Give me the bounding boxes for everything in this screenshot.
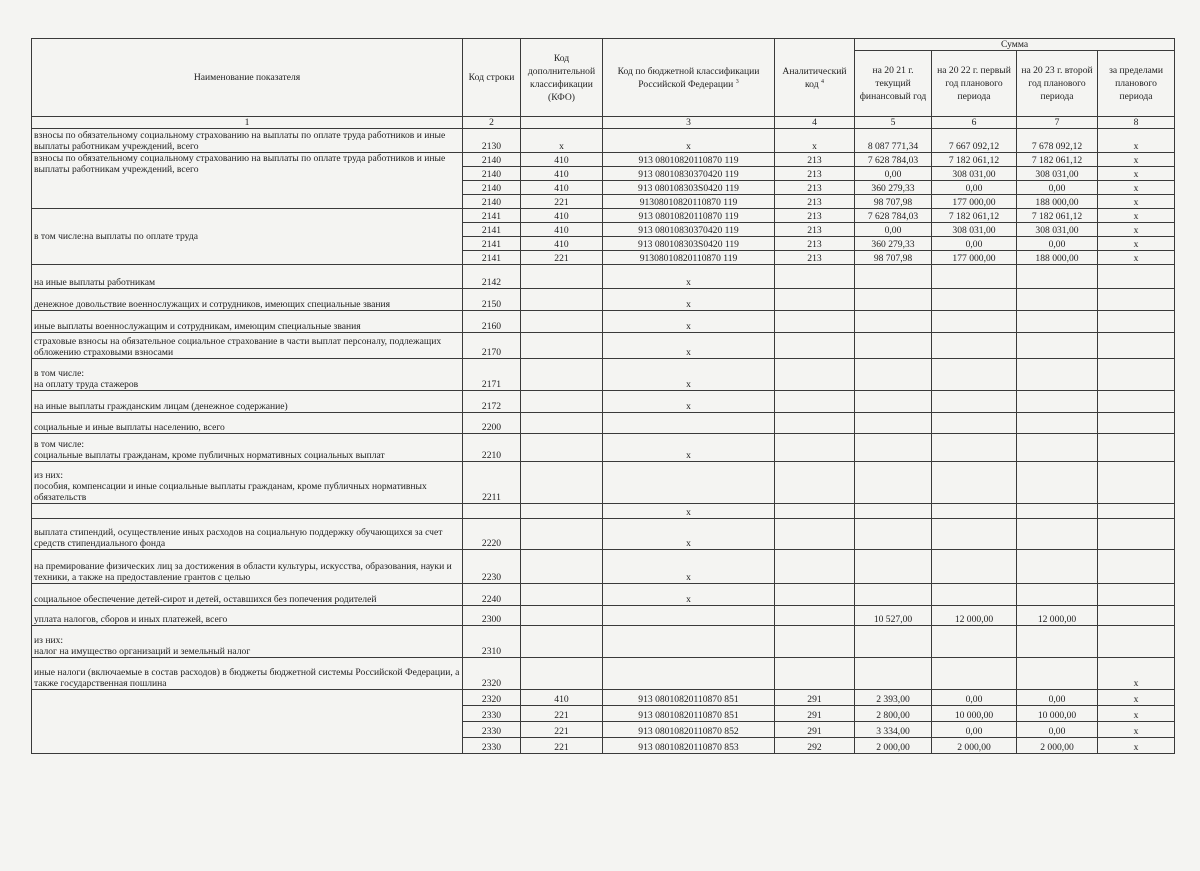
sum-year-2: 308 031,00 xyxy=(932,167,1017,181)
kfo-code xyxy=(521,413,603,434)
indicator-name: из них: налог на имущество организаций и земельный налог xyxy=(32,626,463,658)
sum-beyond xyxy=(1098,504,1175,519)
sum-year-3: 308 031,00 xyxy=(1017,167,1098,181)
row-code: 2160 xyxy=(463,311,521,333)
kbk-code: 913 08010830370420 119 xyxy=(603,167,775,181)
sum-year-2: 0,00 xyxy=(932,690,1017,706)
sum-year-1 xyxy=(855,462,932,504)
analytic-code xyxy=(775,434,855,462)
kbk-code: 913 080108303S0420 119 xyxy=(603,237,775,251)
kfo-code: 410 xyxy=(521,209,603,223)
kbk-code: 913 08010830370420 119 xyxy=(603,223,775,237)
row-code: 2140 xyxy=(463,195,521,209)
col-number: 4 xyxy=(775,117,855,129)
sum-beyond: x xyxy=(1098,195,1175,209)
header-analytic xyxy=(775,39,855,117)
table-row xyxy=(32,519,1175,550)
indicator-name: уплата налогов, сборов и иных платежей, всего xyxy=(32,606,463,626)
sum-year-3 xyxy=(1017,519,1098,550)
row-code: 2141 xyxy=(463,237,521,251)
sum-beyond: x xyxy=(1098,209,1175,223)
sum-beyond: x xyxy=(1098,738,1175,754)
sum-year-1: 2 800,00 xyxy=(855,706,932,722)
analytic-code xyxy=(775,519,855,550)
analytic-code xyxy=(775,462,855,504)
table-row xyxy=(32,209,1175,223)
sum-year-1: 360 279,33 xyxy=(855,181,932,195)
row-code: 2150 xyxy=(463,289,521,311)
sum-beyond: x xyxy=(1098,658,1175,690)
header-sum: Сумма xyxy=(855,39,1175,51)
sum-year-2: 7 667 092,12 xyxy=(932,129,1017,153)
sum-year-2 xyxy=(932,265,1017,289)
sum-year-2 xyxy=(932,626,1017,658)
row-code: 2140 xyxy=(463,153,521,167)
sum-year-3: 0,00 xyxy=(1017,181,1098,195)
kbk-code: 913 08010820110870 852 xyxy=(603,722,775,738)
indicator-name: в том числе: на оплату труда стажеров xyxy=(32,359,463,391)
indicator-name: на иные выплаты работникам xyxy=(32,265,463,289)
indicator-name: социальное обеспечение детей-сирот и детей, оставшихся без попечения родителей xyxy=(32,584,463,606)
kfo-code: 221 xyxy=(521,738,603,754)
sum-year-2 xyxy=(932,391,1017,413)
kfo-code: 221 xyxy=(521,251,603,265)
sum-beyond: x xyxy=(1098,129,1175,153)
header-kbk xyxy=(603,39,775,117)
analytic-code xyxy=(775,606,855,626)
sum-year-1: 2 393,00 xyxy=(855,690,932,706)
sum-year-3 xyxy=(1017,391,1098,413)
kbk-code: x xyxy=(603,333,775,359)
row-code: 2130 xyxy=(463,129,521,153)
col-number: 8 xyxy=(1098,117,1175,129)
header-year-1: на 20 21 г. текущий финансовый год xyxy=(855,51,932,117)
sum-year-3 xyxy=(1017,359,1098,391)
col-number: 2 xyxy=(463,117,521,129)
table-row xyxy=(32,504,1175,519)
sum-year-1 xyxy=(855,504,932,519)
indicator-name: взносы по обязательному социальному страхованию на выплаты по оплате труда работников и иные выплаты работникам учреждений, всего xyxy=(32,153,463,209)
sum-year-1: 2 000,00 xyxy=(855,738,932,754)
col-number: 1 xyxy=(32,117,463,129)
row-code: 2140 xyxy=(463,167,521,181)
sum-year-3: 2 000,00 xyxy=(1017,738,1098,754)
sum-beyond xyxy=(1098,359,1175,391)
kfo-code: 410 xyxy=(521,153,603,167)
row-code: 2211 xyxy=(463,462,521,504)
sum-year-1 xyxy=(855,434,932,462)
indicator-name: на иные выплаты гражданским лицам (денежное содержание) xyxy=(32,391,463,413)
indicator-name: денежное довольствие военнослужащих и сотрудников, имеющих специальные звания xyxy=(32,289,463,311)
kfo-code: 221 xyxy=(521,706,603,722)
kfo-code xyxy=(521,626,603,658)
analytic-code: 213 xyxy=(775,237,855,251)
kfo-code xyxy=(521,606,603,626)
kfo-code: 410 xyxy=(521,690,603,706)
kbk-code: 91308010820110870 119 xyxy=(603,195,775,209)
table-body xyxy=(32,129,1175,754)
analytic-code xyxy=(775,333,855,359)
sum-year-2 xyxy=(932,584,1017,606)
budget-plan-sheet xyxy=(31,38,1174,754)
table-row xyxy=(32,434,1175,462)
sum-beyond: x xyxy=(1098,706,1175,722)
kbk-code: x xyxy=(603,584,775,606)
sum-year-2 xyxy=(932,434,1017,462)
kbk-code: x xyxy=(603,504,775,519)
sum-year-1: 7 628 784,03 xyxy=(855,153,932,167)
sum-year-1 xyxy=(855,626,932,658)
sum-year-1: 7 628 784,03 xyxy=(855,209,932,223)
sum-year-3 xyxy=(1017,434,1098,462)
sum-beyond xyxy=(1098,550,1175,584)
kbk-code xyxy=(603,413,775,434)
header-row-code: Код строки xyxy=(463,39,521,117)
kfo-code xyxy=(521,550,603,584)
sum-year-1 xyxy=(855,584,932,606)
sum-beyond xyxy=(1098,584,1175,606)
indicator-name: взносы по обязательному социальному страхованию на выплаты по оплате труда работников и иные выплаты работникам учреждений, всего xyxy=(32,129,463,153)
row-code xyxy=(463,504,521,519)
row-code: 2330 xyxy=(463,722,521,738)
budget-table xyxy=(31,38,1175,754)
row-code: 2171 xyxy=(463,359,521,391)
sum-year-1: 98 707,98 xyxy=(855,251,932,265)
sum-year-2: 12 000,00 xyxy=(932,606,1017,626)
row-code: 2141 xyxy=(463,223,521,237)
sum-year-2: 10 000,00 xyxy=(932,706,1017,722)
sum-year-3: 10 000,00 xyxy=(1017,706,1098,722)
sum-year-1 xyxy=(855,658,932,690)
kfo-code xyxy=(521,434,603,462)
row-code: 2230 xyxy=(463,550,521,584)
kbk-code: 913 080108303S0420 119 xyxy=(603,181,775,195)
header-kfo: Код дополнительной классификации (КФО) xyxy=(521,39,603,117)
row-code: 2320 xyxy=(463,658,521,690)
analytic-code: 213 xyxy=(775,181,855,195)
sum-year-3: 7 182 061,12 xyxy=(1017,153,1098,167)
row-code: 2330 xyxy=(463,738,521,754)
analytic-code: 291 xyxy=(775,706,855,722)
table-row xyxy=(32,333,1175,359)
analytic-code xyxy=(775,504,855,519)
table-row xyxy=(32,359,1175,391)
kbk-code: x xyxy=(603,434,775,462)
sum-beyond: x xyxy=(1098,251,1175,265)
row-code: 2170 xyxy=(463,333,521,359)
table-row xyxy=(32,311,1175,333)
sum-year-1: 3 334,00 xyxy=(855,722,932,738)
row-code: 2200 xyxy=(463,413,521,434)
kbk-code xyxy=(603,658,775,690)
analytic-code xyxy=(775,359,855,391)
sum-beyond: x xyxy=(1098,181,1175,195)
table-row xyxy=(32,289,1175,311)
sum-year-3 xyxy=(1017,658,1098,690)
table-row xyxy=(32,690,1175,706)
sum-year-3 xyxy=(1017,626,1098,658)
kfo-code xyxy=(521,359,603,391)
table-row xyxy=(32,584,1175,606)
kfo-code: x xyxy=(521,129,603,153)
indicator-name: социальные и иные выплаты населению, всего xyxy=(32,413,463,434)
indicator-name xyxy=(32,504,463,519)
sum-beyond: x xyxy=(1098,690,1175,706)
sum-beyond xyxy=(1098,311,1175,333)
sum-beyond xyxy=(1098,413,1175,434)
header-kbk-footnote: 3 xyxy=(735,78,739,85)
analytic-code xyxy=(775,550,855,584)
header-analytic-footnote: 4 xyxy=(820,78,824,85)
indicator-name: иные выплаты военнослужащим и сотрудникам, имеющим специальные звания xyxy=(32,311,463,333)
kfo-code: 410 xyxy=(521,223,603,237)
sum-beyond: x xyxy=(1098,722,1175,738)
sum-year-1 xyxy=(855,550,932,584)
kbk-code xyxy=(603,462,775,504)
header-year-3: на 20 23 г. второй год планового периода xyxy=(1017,51,1098,117)
sum-year-3 xyxy=(1017,413,1098,434)
sum-year-3 xyxy=(1017,584,1098,606)
indicator-name: на премирование физических лиц за достижения в области культуры, искусства, образования, науки и техники, а также на предоставление грантов с целью xyxy=(32,550,463,584)
indicator-name xyxy=(32,690,463,754)
kbk-code: x xyxy=(603,359,775,391)
sum-year-3: 308 031,00 xyxy=(1017,223,1098,237)
sum-year-3: 0,00 xyxy=(1017,690,1098,706)
row-code: 2140 xyxy=(463,181,521,195)
sum-year-1 xyxy=(855,359,932,391)
row-code: 2172 xyxy=(463,391,521,413)
sum-beyond: x xyxy=(1098,223,1175,237)
table-row xyxy=(32,606,1175,626)
sum-year-2: 7 182 061,12 xyxy=(932,209,1017,223)
sum-year-3: 7 182 061,12 xyxy=(1017,209,1098,223)
sum-beyond xyxy=(1098,333,1175,359)
analytic-code: 213 xyxy=(775,195,855,209)
sum-year-3: 0,00 xyxy=(1017,237,1098,251)
kfo-code xyxy=(521,658,603,690)
row-code: 2141 xyxy=(463,209,521,223)
sum-year-1: 98 707,98 xyxy=(855,195,932,209)
sum-year-1 xyxy=(855,333,932,359)
sum-year-3 xyxy=(1017,265,1098,289)
sum-year-2: 308 031,00 xyxy=(932,223,1017,237)
analytic-code: 291 xyxy=(775,722,855,738)
analytic-code: 213 xyxy=(775,209,855,223)
kbk-code: 913 08010820110870 851 xyxy=(603,706,775,722)
sum-year-2: 177 000,00 xyxy=(932,251,1017,265)
row-code: 2240 xyxy=(463,584,521,606)
analytic-code xyxy=(775,584,855,606)
analytic-code xyxy=(775,391,855,413)
col-number: 3 xyxy=(603,117,775,129)
kbk-code: x xyxy=(603,550,775,584)
analytic-code: x xyxy=(775,129,855,153)
sum-year-2: 0,00 xyxy=(932,237,1017,251)
kfo-code xyxy=(521,289,603,311)
sum-year-1 xyxy=(855,311,932,333)
sum-beyond: x xyxy=(1098,153,1175,167)
analytic-code: 213 xyxy=(775,251,855,265)
kbk-code: 913 08010820110870 119 xyxy=(603,153,775,167)
indicator-name: страховые взносы на обязательное социальное страхование в части выплат персоналу, подлежащих обложению страховыми взносами xyxy=(32,333,463,359)
analytic-code xyxy=(775,289,855,311)
sum-year-3: 0,00 xyxy=(1017,722,1098,738)
sum-year-1 xyxy=(855,289,932,311)
col-number xyxy=(521,117,603,129)
kbk-code: x xyxy=(603,265,775,289)
sum-year-1 xyxy=(855,265,932,289)
row-code: 2320 xyxy=(463,690,521,706)
table-row xyxy=(32,265,1175,289)
kfo-code: 410 xyxy=(521,237,603,251)
header-analytic-text: Аналитический код xyxy=(782,65,847,90)
kfo-code xyxy=(521,311,603,333)
table-row xyxy=(32,462,1175,504)
sum-year-2: 7 182 061,12 xyxy=(932,153,1017,167)
table-row xyxy=(32,550,1175,584)
col-number: 5 xyxy=(855,117,932,129)
row-code: 2210 xyxy=(463,434,521,462)
sum-beyond xyxy=(1098,606,1175,626)
sum-year-3 xyxy=(1017,550,1098,584)
column-numbers-row xyxy=(32,117,1175,129)
sum-year-3: 12 000,00 xyxy=(1017,606,1098,626)
kfo-code xyxy=(521,519,603,550)
sum-year-2: 0,00 xyxy=(932,722,1017,738)
sum-beyond xyxy=(1098,462,1175,504)
sum-year-1: 0,00 xyxy=(855,167,932,181)
header-beyond: за пределами планового периода xyxy=(1098,51,1175,117)
row-code: 2142 xyxy=(463,265,521,289)
sum-year-2 xyxy=(932,413,1017,434)
kbk-code xyxy=(603,626,775,658)
kfo-code xyxy=(521,504,603,519)
sum-year-2 xyxy=(932,550,1017,584)
indicator-name: выплата стипендий, осуществление иных расходов на социальную поддержку обучающихся за счет средств стипендиального фонда xyxy=(32,519,463,550)
sum-year-2: 177 000,00 xyxy=(932,195,1017,209)
sum-year-1: 10 527,00 xyxy=(855,606,932,626)
row-code: 2300 xyxy=(463,606,521,626)
analytic-code xyxy=(775,658,855,690)
header-kbk-text: Код по бюджетной классификации Российской Федерации xyxy=(617,65,760,90)
row-code: 2310 xyxy=(463,626,521,658)
kbk-code: 913 08010820110870 119 xyxy=(603,209,775,223)
sum-year-2 xyxy=(932,359,1017,391)
sum-year-3: 188 000,00 xyxy=(1017,251,1098,265)
sum-year-2 xyxy=(932,504,1017,519)
sum-year-1 xyxy=(855,391,932,413)
col-number: 6 xyxy=(932,117,1017,129)
sum-beyond xyxy=(1098,265,1175,289)
analytic-code: 292 xyxy=(775,738,855,754)
table-row xyxy=(32,658,1175,690)
sum-year-1 xyxy=(855,413,932,434)
sum-year-2 xyxy=(932,658,1017,690)
indicator-name: из них: пособия, компенсации и иные социальные выплаты гражданам, кроме публичных нормативных обязательств xyxy=(32,462,463,504)
analytic-code xyxy=(775,413,855,434)
kfo-code: 410 xyxy=(521,167,603,181)
kfo-code xyxy=(521,584,603,606)
analytic-code: 213 xyxy=(775,167,855,181)
sum-beyond xyxy=(1098,434,1175,462)
row-code: 2141 xyxy=(463,251,521,265)
table-row xyxy=(32,391,1175,413)
indicator-name: в том числе: социальные выплаты гражданам, кроме публичных нормативных социальных выплат xyxy=(32,434,463,462)
row-code: 2220 xyxy=(463,519,521,550)
kfo-code xyxy=(521,391,603,413)
row-code: 2330 xyxy=(463,706,521,722)
sum-beyond xyxy=(1098,626,1175,658)
analytic-code xyxy=(775,626,855,658)
sum-year-2: 0,00 xyxy=(932,181,1017,195)
kfo-code xyxy=(521,333,603,359)
sum-year-3: 188 000,00 xyxy=(1017,195,1098,209)
sum-year-3 xyxy=(1017,504,1098,519)
sum-year-3 xyxy=(1017,311,1098,333)
sum-year-3 xyxy=(1017,333,1098,359)
sum-year-2 xyxy=(932,462,1017,504)
kfo-code: 221 xyxy=(521,195,603,209)
indicator-name: в том числе:на выплаты по оплате труда xyxy=(32,209,463,265)
table-row xyxy=(32,626,1175,658)
sum-beyond xyxy=(1098,519,1175,550)
kbk-code: 913 08010820110870 851 xyxy=(603,690,775,706)
sum-year-2 xyxy=(932,519,1017,550)
kfo-code: 221 xyxy=(521,722,603,738)
kbk-code xyxy=(603,606,775,626)
kbk-code: x xyxy=(603,129,775,153)
table-row xyxy=(32,413,1175,434)
sum-beyond: x xyxy=(1098,237,1175,251)
sum-year-2 xyxy=(932,311,1017,333)
kbk-code: x xyxy=(603,519,775,550)
sum-year-3: 7 678 092,12 xyxy=(1017,129,1098,153)
sum-year-3 xyxy=(1017,289,1098,311)
sum-year-2: 2 000,00 xyxy=(932,738,1017,754)
header-name: Наименование показателя xyxy=(32,39,463,117)
sum-year-1: 0,00 xyxy=(855,223,932,237)
table-row xyxy=(32,153,1175,167)
kbk-code: x xyxy=(603,311,775,333)
analytic-code: 213 xyxy=(775,153,855,167)
kbk-code: x xyxy=(603,391,775,413)
sum-beyond xyxy=(1098,391,1175,413)
sum-year-2 xyxy=(932,289,1017,311)
sum-year-1: 8 087 771,34 xyxy=(855,129,932,153)
analytic-code: 213 xyxy=(775,223,855,237)
header-year-2: на 20 22 г. первый год планового периода xyxy=(932,51,1017,117)
kfo-code xyxy=(521,462,603,504)
analytic-code xyxy=(775,311,855,333)
indicator-name: иные налоги (включаемые в состав расходов) в бюджеты бюджетной системы Российской Федерации, а также государственная пошлина xyxy=(32,658,463,690)
kbk-code: 91308010820110870 119 xyxy=(603,251,775,265)
sum-year-1 xyxy=(855,519,932,550)
kbk-code: x xyxy=(603,289,775,311)
kfo-code: 410 xyxy=(521,181,603,195)
table-row xyxy=(32,129,1175,153)
analytic-code xyxy=(775,265,855,289)
sum-year-2 xyxy=(932,333,1017,359)
sum-beyond: x xyxy=(1098,167,1175,181)
kfo-code xyxy=(521,265,603,289)
analytic-code: 291 xyxy=(775,690,855,706)
sum-year-3 xyxy=(1017,462,1098,504)
sum-year-1: 360 279,33 xyxy=(855,237,932,251)
kbk-code: 913 08010820110870 853 xyxy=(603,738,775,754)
col-number: 7 xyxy=(1017,117,1098,129)
sum-beyond xyxy=(1098,289,1175,311)
